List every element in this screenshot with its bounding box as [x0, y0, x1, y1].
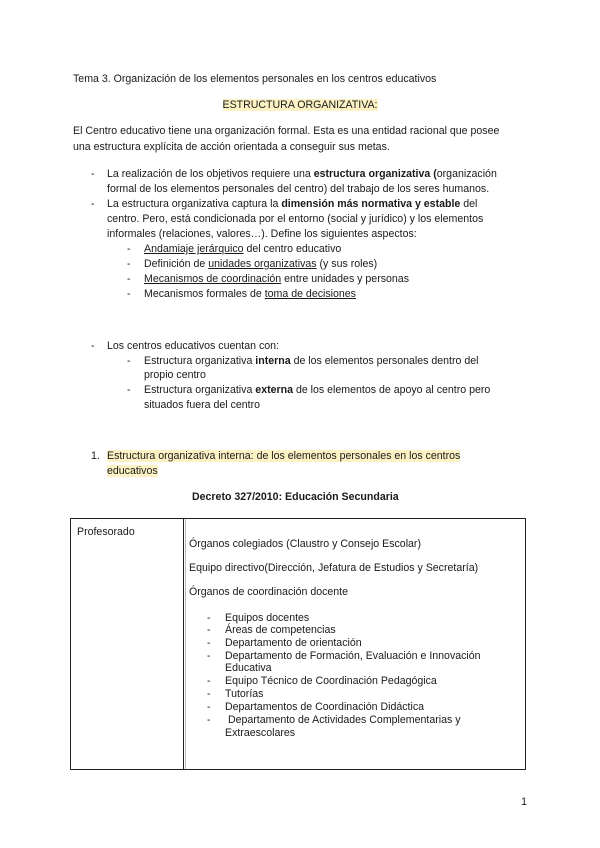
- sub-bullet-interna-text: Estructura organizativa: [144, 355, 256, 367]
- sub-bullet-4-underlined: toma de decisiones: [264, 288, 356, 300]
- decree-title: Decreto 327/2010: Educación Secundaria: [192, 491, 399, 503]
- table-item-dash: -: [207, 650, 211, 662]
- bullet-2-text-end: del: [460, 198, 478, 210]
- sub-bullet-4-text: Mecanismos formales de: [144, 288, 265, 300]
- sub-bullet-dash: -: [127, 384, 131, 396]
- numbered-heading-line-1: [107, 449, 460, 463]
- sub-bullet-1: [144, 242, 341, 256]
- sub-bullet-2-text-end: (y sus roles): [316, 258, 378, 270]
- table-item-dash: -: [207, 612, 211, 624]
- bullet-2-line-2: centro. Pero, está condicionada por el entorno (social y jurídico) y los elementos: [107, 213, 484, 225]
- sub-bullet-dash: -: [127, 273, 131, 285]
- numbered-heading-line-2: [107, 464, 158, 478]
- table-item-dash: -: [207, 624, 211, 636]
- table-item-dash: -: [207, 675, 211, 687]
- sub-bullet-dash: -: [127, 243, 131, 255]
- table-list-item-continued: Extraescolares: [225, 727, 296, 739]
- sub-bullet-2: [144, 257, 377, 271]
- sub-bullet-2-underlined: unidades organizativas: [208, 258, 317, 270]
- page-number: 1: [521, 796, 527, 808]
- bullet-3: Los centros educativos cuentan con:: [107, 340, 279, 352]
- table-item-dash: -: [207, 637, 211, 649]
- sub-bullet-dash: -: [127, 355, 131, 367]
- intro-line-2: una estructura explícita de acción orientada a conseguir sus metas.: [73, 141, 390, 153]
- sub-bullet-interna-text-end: de los elementos personales dentro del: [290, 355, 479, 367]
- table-list-item: Tutorías: [225, 688, 264, 700]
- table-list-item: Departamentos de Coordinación Didáctica: [225, 701, 425, 713]
- table-list-item: Departamento de orientación: [225, 637, 362, 649]
- sub-bullet-interna-bold: interna: [255, 355, 291, 367]
- bullet-1-bold: estructura organizativa (: [313, 168, 437, 180]
- table-list-item: Áreas de competencias: [225, 624, 336, 636]
- sub-bullet-dash: -: [127, 288, 131, 300]
- sub-bullet-3-underlined: Mecanismos de coordinación: [144, 273, 282, 285]
- sub-bullet-1-underlined: Andamiaje jerárquico: [144, 243, 244, 255]
- table-list-item: Departamento de Actividades Complementarias y: [225, 714, 461, 726]
- intro-line-1: El Centro educativo tiene una organización formal. Esta es una entidad racional que posee: [73, 125, 500, 137]
- bullet-1-text: La realización de los objetivos requiere una: [107, 168, 314, 180]
- section-title-row: [0, 98, 600, 112]
- numbered-heading-text-2: educativos: [107, 465, 158, 477]
- numbered-heading-text: Estructura organizativa interna: de los elementos personales en los centros: [107, 450, 461, 462]
- sub-bullet-interna: [144, 354, 479, 368]
- sub-bullet-externa: [144, 383, 490, 397]
- table-list-item: Equipos docentes: [225, 612, 310, 624]
- section-title: ESTRUCTURA ORGANIZATIVA:: [222, 99, 378, 111]
- bullet-2-bold: dimensión más normativa y estable: [281, 198, 461, 210]
- table-item-dash: -: [207, 701, 211, 713]
- bullet-2-line-3: informales (relaciones, valores…). Define los siguientes aspectos:: [107, 228, 417, 240]
- document-header: Tema 3. Organización de los elementos personales en los centros educativos: [73, 73, 437, 85]
- bullet-2-line-1: [107, 197, 477, 211]
- sub-bullet-3: [144, 272, 409, 286]
- table-left-cell: Profesorado: [77, 526, 135, 538]
- sub-bullet-externa-text: Estructura organizativa: [144, 384, 256, 396]
- table-list-item: Departamento de Formación, Evaluación e Innovación: [225, 650, 481, 662]
- table-item-dash: -: [207, 714, 211, 726]
- bullet-dash: -: [91, 198, 95, 210]
- sub-bullet-externa-bold: externa: [255, 384, 293, 396]
- table-item-dash: -: [207, 688, 211, 700]
- sub-bullet-dash: -: [127, 258, 131, 270]
- sub-bullet-2-text: Definición de: [144, 258, 209, 270]
- sub-bullet-externa-text-end: de los elementos de apoyo al centro pero: [293, 384, 491, 396]
- bullet-dash: -: [91, 168, 95, 180]
- bullet-2-text: La estructura organizativa captura la: [107, 198, 282, 210]
- sub-bullet-interna-line-2: propio centro: [144, 369, 206, 381]
- table-list-item: Equipo Técnico de Coordinación Pedagógica: [225, 675, 437, 687]
- bullet-1-line-2: formal de los elementos personales del centro) del trabajo de los seres humanos.: [107, 183, 490, 195]
- organization-table: [70, 518, 526, 770]
- sub-bullet-externa-line-2: situados fuera del centro: [144, 399, 261, 411]
- table-column-divider: [183, 519, 184, 769]
- table-row-organos-colegiados: Órganos colegiados (Claustro y Consejo Escolar): [189, 538, 421, 550]
- bullet-1-text-end: organización: [436, 168, 497, 180]
- bullet-1-line-1: [107, 167, 497, 181]
- sub-bullet-1-text: del centro educativo: [243, 243, 342, 255]
- table-list-item-continued: Educativa: [225, 662, 272, 674]
- numbered-heading-number: 1.: [91, 450, 100, 462]
- table-row-equipo-directivo: Equipo directivo(Dirección, Jefatura de Estudios y Secretaría): [189, 562, 479, 574]
- sub-bullet-3-text: entre unidades y personas: [281, 273, 410, 285]
- bullet-dash: -: [91, 340, 95, 352]
- sub-bullet-4: [144, 287, 356, 301]
- table-row-organos-coordinacion: Órganos de coordinación docente: [189, 586, 349, 598]
- table-column-divider-inner: [185, 519, 186, 769]
